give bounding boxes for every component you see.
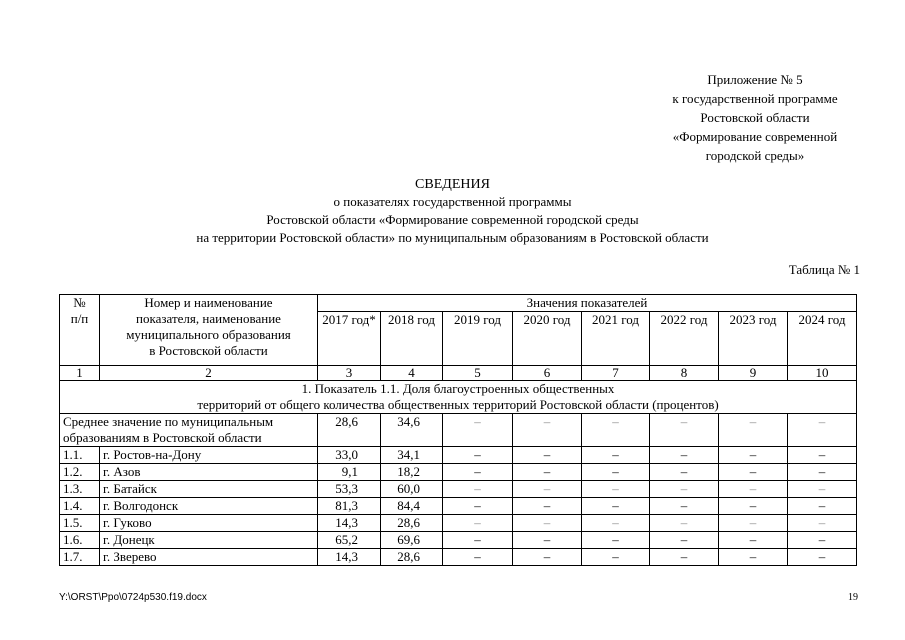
value-2023: – <box>719 481 788 498</box>
header-year: 2018 год <box>381 312 443 366</box>
header-text: муниципального образования <box>126 327 291 342</box>
average-row <box>60 414 857 447</box>
value-2019: – <box>443 447 513 464</box>
value-2017: 65,2 <box>318 532 381 549</box>
heading-line: Ростовской области «Формирование современной городской среды <box>266 212 639 227</box>
table-row <box>60 515 857 532</box>
average-label-line: образованиям в Ростовской области <box>63 430 262 445</box>
value-2019: – <box>443 498 513 515</box>
municipality-name: г. Азов <box>100 464 318 481</box>
table-row <box>60 447 857 464</box>
column-index: 7 <box>582 366 650 381</box>
column-index: 5 <box>443 366 513 381</box>
header-text: № <box>73 295 86 310</box>
header-year: 2023 год <box>719 312 788 366</box>
header-year: 2020 год <box>513 312 582 366</box>
value-2020: – <box>513 414 582 447</box>
municipality-name: г. Батайск <box>100 481 318 498</box>
column-index: 2 <box>100 366 318 381</box>
section-title-line: 1. Показатель 1.1. Доля благоустроенных общественных <box>301 381 615 396</box>
value-2017: 14,3 <box>318 515 381 532</box>
value-2023: – <box>719 515 788 532</box>
value-2020: – <box>513 549 582 566</box>
value-2018: 18,2 <box>381 464 443 481</box>
value-2024: – <box>788 464 857 481</box>
appendix-line: городской среды» <box>705 148 805 163</box>
value-2023: – <box>719 549 788 566</box>
header-number <box>60 295 100 366</box>
average-label <box>60 414 318 447</box>
header-year: 2017 год* <box>318 312 381 366</box>
table-row <box>60 481 857 498</box>
value-2021: – <box>582 414 650 447</box>
header-year: 2024 год <box>788 312 857 366</box>
value-2024: – <box>788 498 857 515</box>
value-2020: – <box>513 481 582 498</box>
row-number: 1.3. <box>60 481 100 498</box>
value-2018: 28,6 <box>381 549 443 566</box>
column-index: 3 <box>318 366 381 381</box>
value-2019: – <box>443 515 513 532</box>
municipality-name: г. Гуково <box>100 515 318 532</box>
value-2021: – <box>582 532 650 549</box>
page-number: 19 <box>848 592 858 603</box>
value-2019: – <box>443 549 513 566</box>
value-2017: 33,0 <box>318 447 381 464</box>
value-2018: 34,1 <box>381 447 443 464</box>
header-text: п/п <box>70 311 89 326</box>
header-year: 2021 год <box>582 312 650 366</box>
municipality-name: г. Донецк <box>100 532 318 549</box>
value-2022: – <box>650 515 719 532</box>
municipality-name: г. Волгодонск <box>100 498 318 515</box>
appendix-line: Приложение № 5 <box>707 72 803 87</box>
column-index: 9 <box>719 366 788 381</box>
value-2018: 84,4 <box>381 498 443 515</box>
value-2020: – <box>513 532 582 549</box>
value-2024: – <box>788 532 857 549</box>
value-2022: – <box>650 447 719 464</box>
value-2021: – <box>582 464 650 481</box>
row-number: 1.2. <box>60 464 100 481</box>
value-2019: – <box>443 464 513 481</box>
value-2021: – <box>582 549 650 566</box>
header-year: 2019 год <box>443 312 513 366</box>
appendix-line: «Формирование современной <box>672 129 838 144</box>
value-2024: – <box>788 515 857 532</box>
column-index: 6 <box>513 366 582 381</box>
section-title <box>60 381 857 414</box>
value-2020: – <box>513 447 582 464</box>
value-2023: – <box>719 447 788 464</box>
value-2017: 81,3 <box>318 498 381 515</box>
value-2024: – <box>788 549 857 566</box>
table-row <box>60 464 857 481</box>
header-text: в Ростовской области <box>149 343 268 358</box>
row-number: 1.5. <box>60 515 100 532</box>
row-number: 1.1. <box>60 447 100 464</box>
appendix-line: к государственной программе <box>672 91 838 106</box>
value-2023: – <box>719 414 788 447</box>
appendix-line: Ростовской области <box>700 110 810 125</box>
heading-line: о показателях государственной программы <box>333 194 572 209</box>
header-values: Значения показателей <box>318 295 857 312</box>
value-2020: – <box>513 498 582 515</box>
column-index: 8 <box>650 366 719 381</box>
value-2021: – <box>582 447 650 464</box>
value-2018: 69,6 <box>381 532 443 549</box>
value-2024: – <box>788 481 857 498</box>
value-2022: – <box>650 549 719 566</box>
value-2021: – <box>582 498 650 515</box>
appendix-block <box>610 70 900 165</box>
value-2022: – <box>650 532 719 549</box>
table-label: Таблица № 1 <box>788 262 860 277</box>
value-2017: 53,3 <box>318 481 381 498</box>
average-label-line: Среднее значение по муниципальным <box>63 414 274 429</box>
value-2021: – <box>582 481 650 498</box>
column-index-row <box>60 366 857 381</box>
value-2022: – <box>650 464 719 481</box>
municipality-name: г. Ростов-на-Дону <box>100 447 318 464</box>
value-2019: – <box>443 481 513 498</box>
section-title-row <box>60 381 857 414</box>
value-2018: 28,6 <box>381 515 443 532</box>
value-2018: 60,0 <box>381 481 443 498</box>
value-2019: – <box>443 532 513 549</box>
table-row <box>60 532 857 549</box>
header-text: Номер и наименование <box>144 295 273 310</box>
value-2024: – <box>788 414 857 447</box>
section-title-line: территорий от общего количества общественных территорий Ростовской области (процентов) <box>197 397 719 412</box>
value-2017: 28,6 <box>318 414 381 447</box>
value-2021: – <box>582 515 650 532</box>
column-index: 1 <box>60 366 100 381</box>
value-2020: – <box>513 515 582 532</box>
value-2022: – <box>650 498 719 515</box>
value-2024: – <box>788 447 857 464</box>
table-row <box>60 498 857 515</box>
row-number: 1.4. <box>60 498 100 515</box>
value-2020: – <box>513 464 582 481</box>
header-name <box>100 295 318 366</box>
municipality-name: г. Зверево <box>100 549 318 566</box>
value-2018: 34,6 <box>381 414 443 447</box>
value-2022: – <box>650 481 719 498</box>
value-2019: – <box>443 414 513 447</box>
value-2023: – <box>719 464 788 481</box>
value-2023: – <box>719 498 788 515</box>
document-title: СВЕДЕНИЯ <box>415 177 490 192</box>
indicators-table <box>59 294 857 566</box>
document-heading <box>0 176 905 247</box>
heading-line: на территории Ростовской области» по муниципальным образованиям в Ростовской области <box>196 230 709 245</box>
column-index: 4 <box>381 366 443 381</box>
value-2017: 9,1 <box>318 464 381 481</box>
column-index: 10 <box>788 366 857 381</box>
file-path: Y:\ORST\Ppo\0724p530.f19.docx <box>59 592 207 603</box>
value-2017: 14,3 <box>318 549 381 566</box>
table-header-row <box>60 295 857 312</box>
value-2022: – <box>650 414 719 447</box>
table-row <box>60 549 857 566</box>
header-text: показателя, наименование <box>136 311 281 326</box>
row-number: 1.6. <box>60 532 100 549</box>
row-number: 1.7. <box>60 549 100 566</box>
value-2023: – <box>719 532 788 549</box>
header-year: 2022 год <box>650 312 719 366</box>
